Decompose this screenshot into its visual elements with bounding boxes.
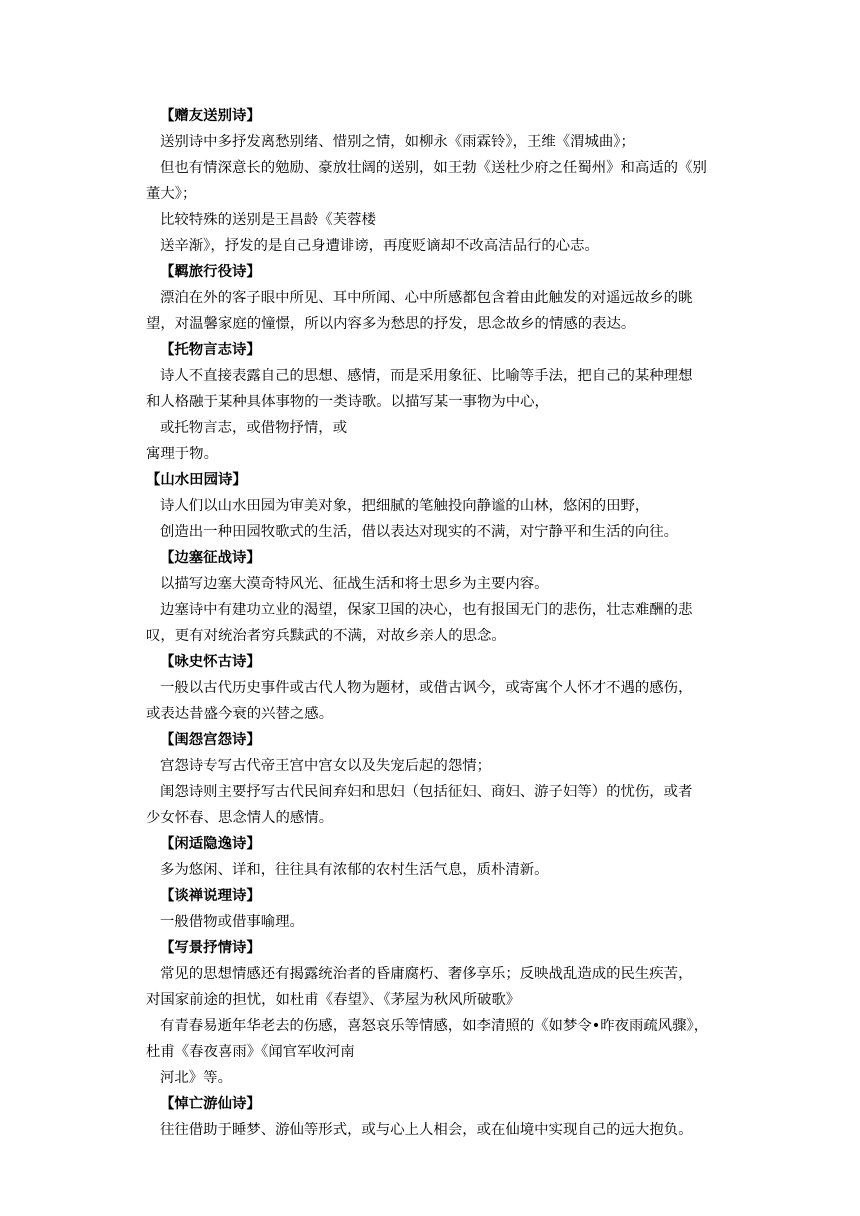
paragraph-line: 杜甫《春夜喜雨》《闻官军收河南 (146, 1044, 355, 1060)
section-heading-landscape: 【山水田园诗】 (146, 472, 247, 488)
paragraph-line: 闺怨诗则主要抒写古代民间弃妇和思妇（包括征妇、商妇、游子妇等）的忧伤，或者 (160, 784, 693, 800)
paragraph-line: 诗人们以山水田园为审美对象，把细腻的笔触投向静谧的山林，悠闲的田野， (160, 498, 650, 514)
paragraph-line: 宫怨诗专写古代帝王宫中宫女以及失宠后起的怨情； (160, 758, 491, 774)
paragraph-line: 董大》； (146, 186, 197, 202)
paragraph-line: 送别诗中多抒发离愁别绪、惜别之情，如柳永《雨霖铃》，王维《渭城曲》； (160, 134, 635, 150)
paragraph-line: 或表达昔盛今衰的兴替之感。 (146, 706, 334, 722)
paragraph-line: 往往借助于睡梦、游仙等形式，或与心上人相会，或在仙境中实现自己的远大抱负。 (160, 1122, 693, 1138)
paragraph-line: 边塞诗中有建功立业的渴望，保家卫国的决心，也有报国无门的悲伤，壮志难酬的悲 (160, 602, 693, 618)
section-heading-history: 【咏史怀古诗】 (160, 654, 261, 670)
section-heading-farewell: 【赠友送别诗】 (160, 108, 261, 124)
paragraph-line: 一般以古代历史事件或古代人物为题材，或借古讽今，或寄寓个人怀才不遇的感伤， (160, 680, 693, 696)
paragraph-line: 漂泊在外的客子眼中所见、耳中所闻、心中所感都包含着由此触发的对遥远故乡的眺 (160, 290, 693, 306)
paragraph-line: 望，对温馨家庭的憧憬，所以内容多为愁思的抒发，思念故乡的情感的表达。 (146, 316, 636, 332)
section-heading-frontier: 【边塞征战诗】 (160, 550, 261, 566)
paragraph-line: 以描写边塞大漠奇特风光、征战生活和将士思乡为主要内容。 (160, 576, 549, 592)
section-heading-scenery: 【写景抒情诗】 (160, 940, 261, 956)
section-heading-zen: 【谈禅说理诗】 (160, 888, 261, 904)
paragraph-line: 寓理于物。 (146, 446, 218, 462)
section-heading-elegy: 【悼亡游仙诗】 (160, 1096, 261, 1112)
paragraph-line: 和人格融于某种具体事物的一类诗歌。以描写某一事物为中心， (146, 394, 549, 410)
paragraph-line: 少女怀春、思念情人的感情。 (146, 810, 334, 826)
paragraph-line: 送辛渐》，抒发的是自己身遭诽谤，再度贬谪却不改高洁品行的心志。 (160, 238, 599, 254)
paragraph-line: 常见的思想情感还有揭露统治者的昏庸腐朽、奢侈享乐；反映战乱造成的民生疾苦， (160, 966, 693, 982)
paragraph-line: 创造出一种田园牧歌式的生活，借以表达对现实的不满，对宁静平和生活的向往。 (160, 524, 679, 540)
paragraph-line: 河北》等。 (160, 1070, 232, 1086)
paragraph-line: 但也有情深意长的勉励、豪放壮阔的送别，如王勃《送杜少府之任蜀州》和高适的《别 (160, 160, 707, 176)
paragraph-line: 比较特殊的送别是王昌龄《芙蓉楼 (160, 212, 376, 228)
paragraph-line: 诗人不直接表露自己的思想、感情，而是采用象征、比喻等手法，把自己的某种理想 (160, 368, 693, 384)
section-heading-symbolic: 【托物言志诗】 (160, 342, 261, 358)
section-heading-travel: 【羁旅行役诗】 (160, 264, 261, 280)
paragraph-line: 一般借物或借事喻理。 (160, 914, 304, 930)
paragraph-line: 或托物言志，或借物抒情，或 (160, 420, 348, 436)
section-heading-boudoir: 【闺怨宫怨诗】 (160, 732, 261, 748)
paragraph-line: 对国家前途的担忧，如杜甫《春望》、《茅屋为秋风所破歌》 (146, 992, 521, 1008)
paragraph-line: 多为悠闲、详和，往往具有浓郁的农村生活气息，质朴清新。 (160, 862, 549, 878)
section-heading-leisure: 【闲适隐逸诗】 (160, 836, 261, 852)
paragraph-line: 叹，更有对统治者穷兵黩武的不满，对故乡亲人的思念。 (146, 628, 506, 644)
paragraph-line: 有青春易逝年华老去的伤感，喜怒哀乐等情感，如李清照的《如梦令•昨夜雨疏风骤》， (160, 1018, 709, 1034)
